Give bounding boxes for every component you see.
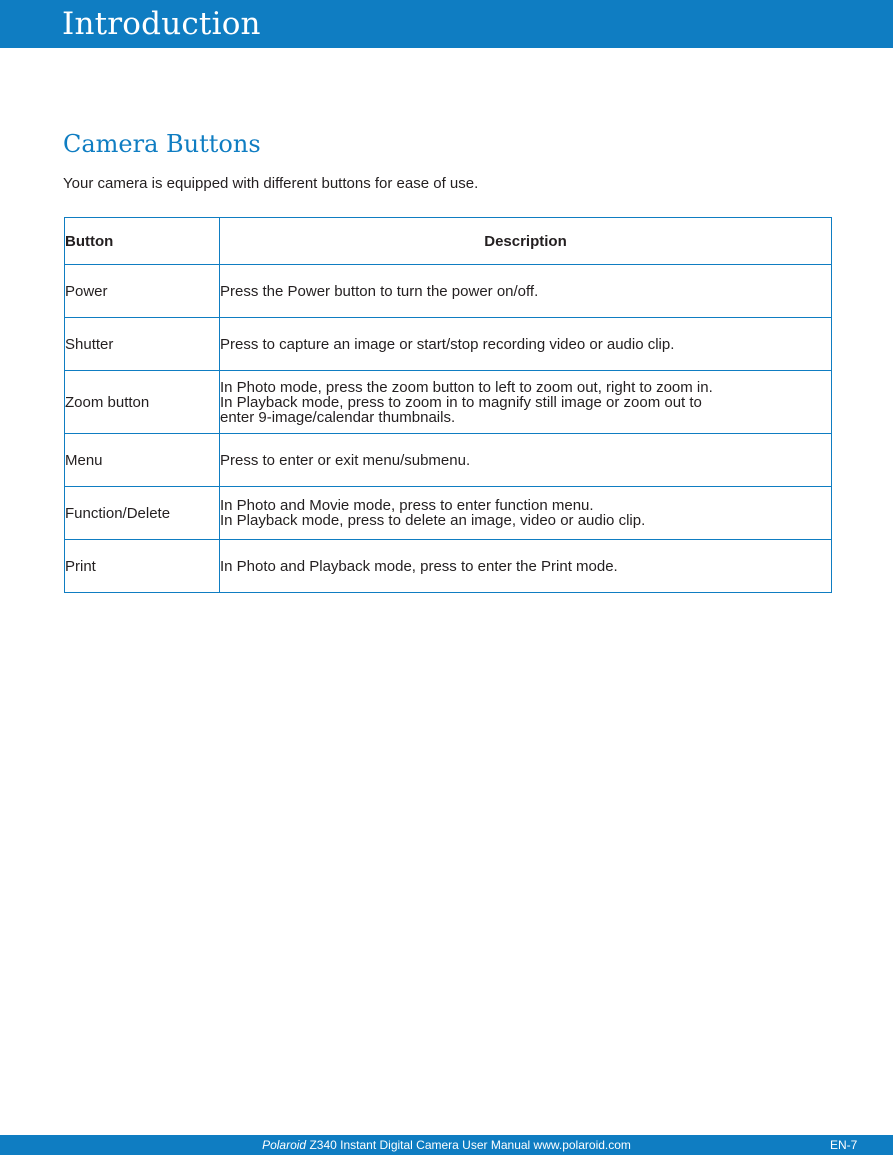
description-line: In Playback mode, press to delete an image, video or audio clip. <box>220 512 646 529</box>
description-cell <box>220 487 832 540</box>
description-line: In Playback mode, press to zoom in to magnify still image or zoom out to <box>220 393 702 411</box>
column-header-description: Description <box>220 218 832 265</box>
description-line: In Photo and Movie mode, press to enter function menu. <box>220 497 594 514</box>
page-number: EN-7 <box>830 1138 858 1152</box>
description-cell <box>220 434 832 487</box>
footer-brand: Polaroid <box>262 1138 307 1152</box>
button-name-cell: Shutter <box>65 318 220 371</box>
description-cell <box>220 318 832 371</box>
description-cell <box>220 540 832 593</box>
button-name-cell: Power <box>65 265 220 318</box>
buttons-table <box>64 217 832 593</box>
description-line: In Photo and Playback mode, press to enter the Print mode. <box>220 557 618 575</box>
section-title: Camera Buttons <box>63 130 261 158</box>
description-line: In Photo mode, press the zoom button to left to zoom out, right to zoom in. <box>220 378 713 396</box>
footer-text <box>0 1135 893 1155</box>
table-row <box>65 265 832 318</box>
button-name-cell: Print <box>65 540 220 593</box>
table-row <box>65 434 832 487</box>
column-header-button: Button <box>65 218 220 265</box>
description-cell <box>220 265 832 318</box>
page-title: Introduction <box>62 6 261 42</box>
button-name-cell: Menu <box>65 434 220 487</box>
intro-text: Your camera is equipped with different buttons for ease of use. <box>63 175 479 192</box>
table-row <box>65 318 832 371</box>
table-row <box>65 487 832 540</box>
button-name-cell: Function/Delete <box>65 487 220 540</box>
footer-caption: Z340 Instant Digital Camera User Manual www.polaroid.com <box>306 1138 631 1152</box>
button-name-cell: Zoom button <box>65 371 220 434</box>
description-line: Press to enter or exit menu/submenu. <box>220 451 471 469</box>
table-row <box>65 540 832 593</box>
description-line: enter 9-image/calendar thumbnails. <box>220 408 456 426</box>
description-line: Press the Power button to turn the power on/off. <box>220 282 539 300</box>
table-row <box>65 371 832 434</box>
description-cell <box>220 371 832 434</box>
description-line: Press to capture an image or start/stop recording video or audio clip. <box>220 335 675 353</box>
table-header-row <box>65 218 832 265</box>
